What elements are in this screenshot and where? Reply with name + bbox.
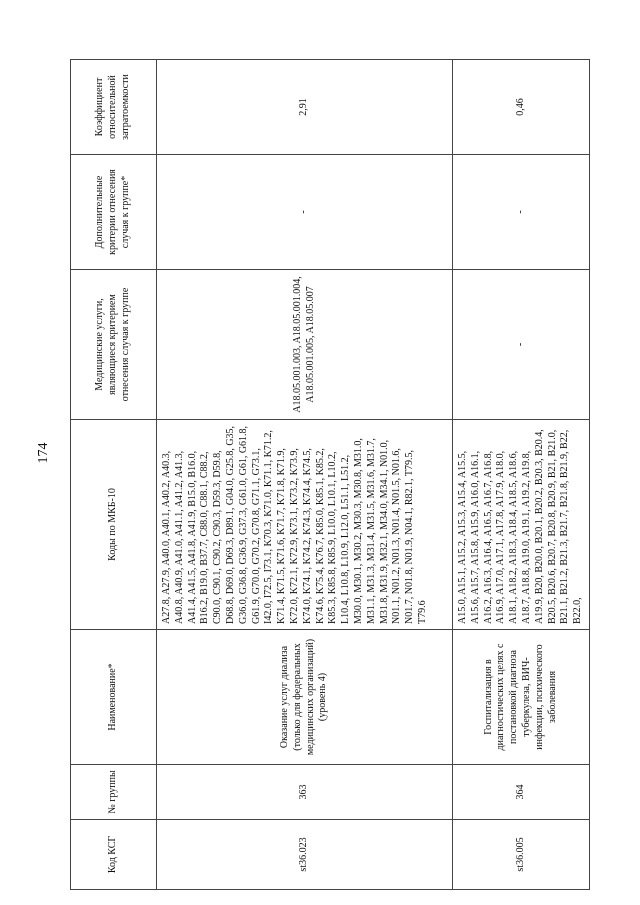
icd-codes-text: A15.0, A15.1, A15.2, A15.3, A15.4, A15.5, A15.6, A15.7, A15.8, A15.9, A16.0, A16.1, A16.2, A16.3, A16.4, A16.5, A16.7, A16.8, A16.9, A17.0, A17.1, A17.8, A17.9, A18.0, A18.1, A18.2, A18.3, A18.4, A18.5, A18.6, A18.7, A18.8, A19.0, A19.1, A19.2, A19.8, A19.9, B20, B20.0, B20.1, B20.2, B20.3, B20.4, B20.5, B20.6, B20.7, B20.8, B20.9, B21, B21.0, B21.1, B21.2, B21.3, B21.7, B21.8, B21.9, B22, B22.0, [457,429,584,624]
cell-group-no: 363 [157,765,453,820]
cell-code-ksg: st36.023 [157,820,453,890]
header-coefficient: Коэффициент относительной затратоемкости [71,60,157,155]
cell-group-no: 364 [453,765,590,820]
header-extra-criteria: Дополнительные критерии отнесения случая к группе* [71,155,157,270]
med-services-text: A18.05.001.003, A18.05.001.004, A18.05.001.005, A18.05.007 [291,276,316,413]
cell-med-services [453,270,590,420]
cell-med-services [157,270,453,420]
header-name: Наименование* [71,630,157,765]
cell-name: Оказание услуг диализа (только для федеральных медицинских организаций) (уровень 4) [157,630,453,765]
cell-icd-codes [157,420,453,630]
cell-name: Госпитализация в диагностических целях с постановкой диагноза туберкулеза, ВИЧ-инфекции, психического заболевания [453,630,590,765]
table-row [157,60,453,890]
cell-extra-criteria: - [453,155,590,270]
med-services-text: - [514,342,526,347]
rotated-table-container [70,60,590,890]
table-row [453,60,590,890]
cell-icd-codes [453,420,590,630]
header-med-services: Медицинские услуги, являющиеся критерием отнесения случая к группе [71,270,157,420]
header-group-no: № группы [71,765,157,820]
cell-extra-criteria: - [157,155,453,270]
cell-code-ksg: st36.005 [453,820,590,890]
ksg-table [70,59,590,890]
cell-coefficient: 0,46 [453,60,590,155]
header-code-ksg: Код КСГ [71,820,157,890]
table-header-row [71,60,157,890]
icd-codes-text: A27.8, A27.9, A40.0, A40.1, A40.2, A40.3, A40.8, A40.9, A41.0, A41.1, A41.2, A41.3, A41.4, A41.5, A41.8, A41.9, B15.0, B16.0, B16.2, B19.0, B37.7, C88.0, C88.1, C88.2, C90.0, C90.1, C90.2, C90.3, D59.3, D59.8, D68.8, D69.0, D69.3, D89.1, G04.0, G25.8, G35, G36.0, G36.8, G36.9, G37.3, G61.0, G61, G61.8, G61.9, G70.0, G70.2, G70.8, G71.1, G73.1, I42.0, I72.5, I73.1, K70.3, K71.0, K71.1, K71.2, K71.4, K71.5, K71.6, K71.7, K71.8, K71.9, K72.0, K72.1, K72.9, K73.1, K73.2, K73.9, K74.0, K74.1, K74.2, K74.3, K74.4, K74.5, K74.6, K75.4, K76.7, K85.0, K85.1, K85.2, K85.3, K85.8, K85.9, L10.0, L10.1, L10.2, L10.4, L10.8, L10.9, L12.0, L51.1, L51.2, M30.0, M30.1, M30.2, M30.3, M30.8, M31.0, M31.1, M31.3, M31.4, M31.5, M31.6, M31.7, M31.8, M31.9, M32.1, M34.0, M34.1, N01.0, N01.1, N01.2, N01.3, N01.4, N01.5, N01.6, N01.7, N01.8, N01.9, N04.1, R82.1, T79.5, T79.6 [161,425,428,624]
page-number: 174 [36,442,51,464]
header-icd-codes: Коды по МКБ-10 [71,420,157,630]
cell-coefficient: 2,91 [157,60,453,155]
